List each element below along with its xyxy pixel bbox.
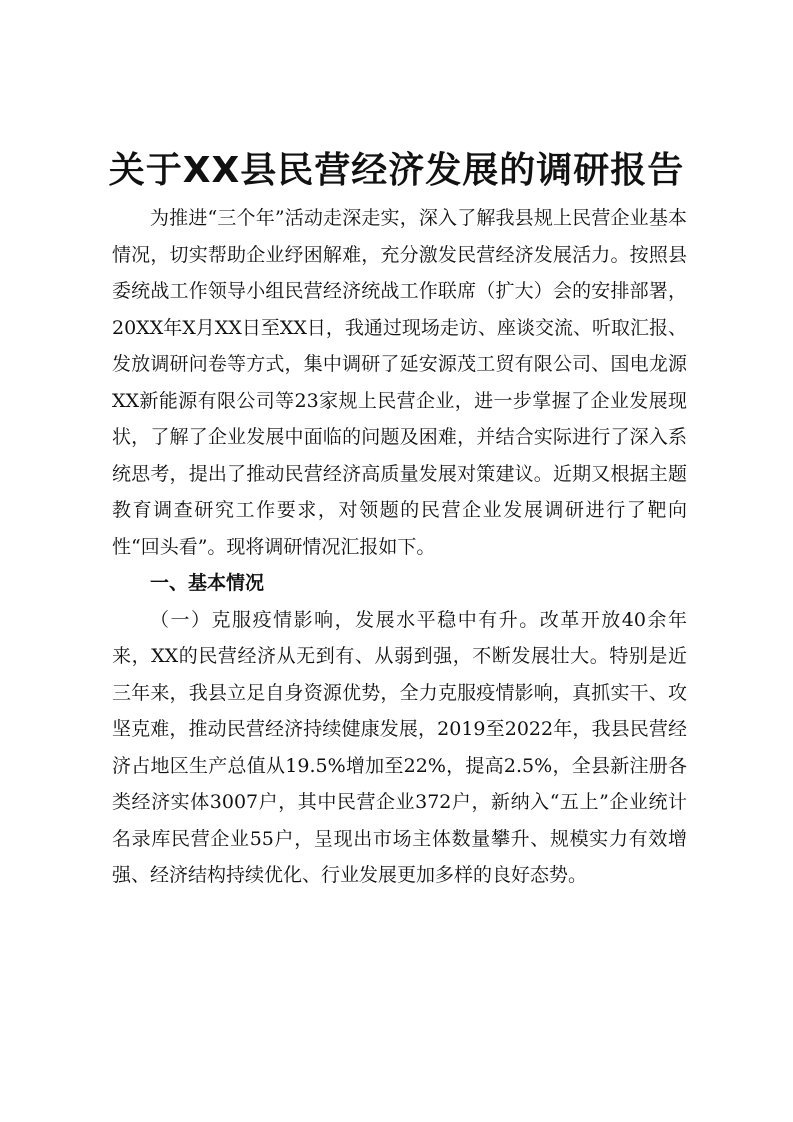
section-paragraph: （一）克服疫情影响，发展水平稳中有升。改革开放40余年来，XX的民营经济从无到有、从弱到强，不断发展壮大。特别是近三年来，我县立足自身资源优势，全力克服疫情影响，真抓实干、攻坚克难，推动民营经济持续健康发展，2019至2022年，我县民营经济占地区生产总值从19.5%增加至22%，提高2.5%，全县新注册各类经济实体3007户，其中民营企业372户，新纳入“五上”企业统计名录库民营企业55户，呈现出市场主体数量攀升、规模实力有效增强、经济结构持续优化、行业发展更加多样的良好态势。 — [112, 608, 687, 886]
document-title: 关于XX县民营经济发展的调研报告 — [108, 150, 685, 191]
intro-paragraph: 为推进“三个年”活动走深走实，深入了解我县规上民营企业基本情况，切实帮助企业纾困解难，充分激发民营经济发展活力。按照县委统战工作领导小组民营经济统战工作联席（扩大）会的安排部署，20XX年X月XX日至XX日，我通过现场走访、座谈交流、听取汇报、发放调研问卷等方式，集中调研了延安源茂工贸有限公司、国电龙源XX新能源有限公司等23家规上民营企业，进一步掌握了企业发展现状，了解了企业发展中面临的问题及困难，并结合实际进行了深入系统思考，提出了推动民营经济高质量发展对策建议。近期又根据主题教育调查研究工作要求，对领题的民营企业发展调研进行了靶向性“回头看”。现将调研情况汇报如下。 — [112, 207, 687, 558]
document-body — [112, 200, 687, 894]
section-heading-basic: 一、基本情况 — [150, 572, 265, 594]
